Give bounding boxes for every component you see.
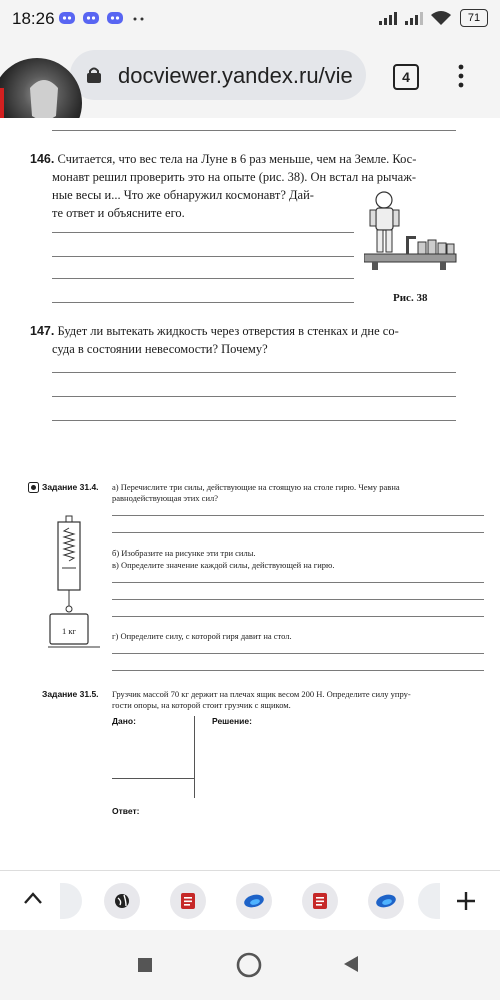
recents-button[interactable] — [137, 957, 153, 973]
discord-icon — [58, 10, 76, 26]
exercise-146 — [30, 150, 416, 168]
astronaut-scales-figure — [364, 190, 460, 274]
exercise-text-line: Будет ли вытекать жидкость через отверстия в стенках и дне со- — [57, 324, 399, 338]
given-label: Дано: — [112, 716, 136, 726]
tab-chip[interactable] — [302, 883, 338, 919]
answer-line — [112, 532, 484, 533]
home-button[interactable] — [236, 952, 262, 978]
answer-line — [112, 582, 484, 583]
exercise-number: 146. — [30, 152, 55, 166]
task-text-line: Грузчик массой 70 кг держит на плечах ящик весом 200 Н. Определите силу упру- — [112, 689, 411, 699]
url-text[interactable]: docviewer.yandex.ru/vie — [118, 63, 353, 88]
answer-line — [52, 278, 354, 279]
task-label: Задание 31.4. — [42, 482, 99, 492]
given-divider — [112, 778, 194, 779]
tab-chip-partial[interactable] — [60, 883, 82, 919]
answer-line — [112, 515, 484, 516]
exercise-text-line: те ответ и объясните его. — [52, 206, 185, 220]
edge-icon — [243, 893, 265, 909]
answer-line — [112, 653, 484, 654]
weight-label: 1 кг — [62, 626, 76, 636]
answer-line — [52, 396, 456, 397]
battery-indicator: 71 — [460, 9, 488, 27]
exercise-text-line: монавт решил проверить это на опыте (рис. 38). Он встал на рычаж- — [52, 170, 417, 184]
answer-line — [112, 599, 484, 600]
menu-kebab-icon[interactable] — [455, 63, 467, 89]
answer-label: Ответ: — [112, 806, 140, 816]
task-icon — [28, 482, 39, 493]
tab-chip[interactable] — [104, 883, 140, 919]
answer-line — [52, 232, 354, 233]
plus-icon[interactable] — [455, 890, 477, 912]
exercise-147 — [30, 322, 399, 340]
task-text-line: г) Определите силу, с которой гиря давит на стол. — [112, 631, 292, 641]
answer-line — [52, 302, 354, 303]
exercise-text-line: Считается, что вес тела на Луне в 6 раз меньше, чем на Земле. Кос- — [57, 152, 417, 166]
document-page[interactable] — [0, 118, 500, 870]
status-time: 18:26 — [12, 9, 55, 28]
tab-strip — [0, 870, 500, 931]
wifi-icon — [430, 10, 452, 26]
answer-line — [52, 130, 456, 131]
globe-icon — [114, 893, 130, 909]
task-text-line: в) Определите значение каждой силы, действующей на гирю. — [112, 560, 335, 570]
tab-switcher-button[interactable]: 4 — [393, 64, 419, 90]
solution-label: Решение: — [212, 716, 252, 726]
task-label: Задание 31.5. — [42, 689, 99, 699]
given-solution-divider — [194, 716, 195, 798]
answer-line — [112, 670, 484, 671]
back-button[interactable] — [342, 954, 360, 974]
pdf-icon — [312, 892, 328, 910]
tab-chip[interactable] — [236, 883, 272, 919]
signal-icon — [404, 10, 426, 26]
task-text-line: гости опоры, на которой стоит грузчик с ящиком. — [112, 700, 291, 710]
pdf-icon — [180, 892, 196, 910]
exercise-text-line: суда в состоянии невесомости? Почему? — [52, 342, 268, 356]
signal-icon — [378, 10, 400, 26]
exercise-text-line: ные весы и... Что же обнаружил космонавт? Дай- — [52, 188, 314, 202]
tab-chip-partial[interactable] — [418, 883, 440, 919]
discord-icon — [82, 10, 100, 26]
system-nav-bar — [0, 930, 500, 1000]
task-text-line: а) Перечислите три силы, действующие на стоящую на столе гирю. Чему равна — [112, 482, 400, 492]
answer-line — [52, 256, 354, 257]
task-text-line: б) Изобразите на рисунке эти три силы. — [112, 548, 256, 558]
lock-icon[interactable] — [86, 66, 102, 84]
figure-caption: Рис. 38 — [393, 292, 428, 304]
answer-line — [52, 420, 456, 421]
discord-icon — [106, 10, 124, 26]
answer-line — [52, 372, 456, 373]
more-notifications-icon — [132, 10, 146, 26]
edge-icon — [375, 893, 397, 909]
chevron-up-icon[interactable] — [23, 891, 43, 905]
tab-chip[interactable] — [170, 883, 206, 919]
exercise-number: 147. — [30, 324, 55, 338]
status-bar — [0, 0, 500, 38]
task-text-line: равнодействующая этих сил? — [112, 493, 219, 503]
answer-line — [112, 616, 484, 617]
tab-chip[interactable] — [368, 883, 404, 919]
